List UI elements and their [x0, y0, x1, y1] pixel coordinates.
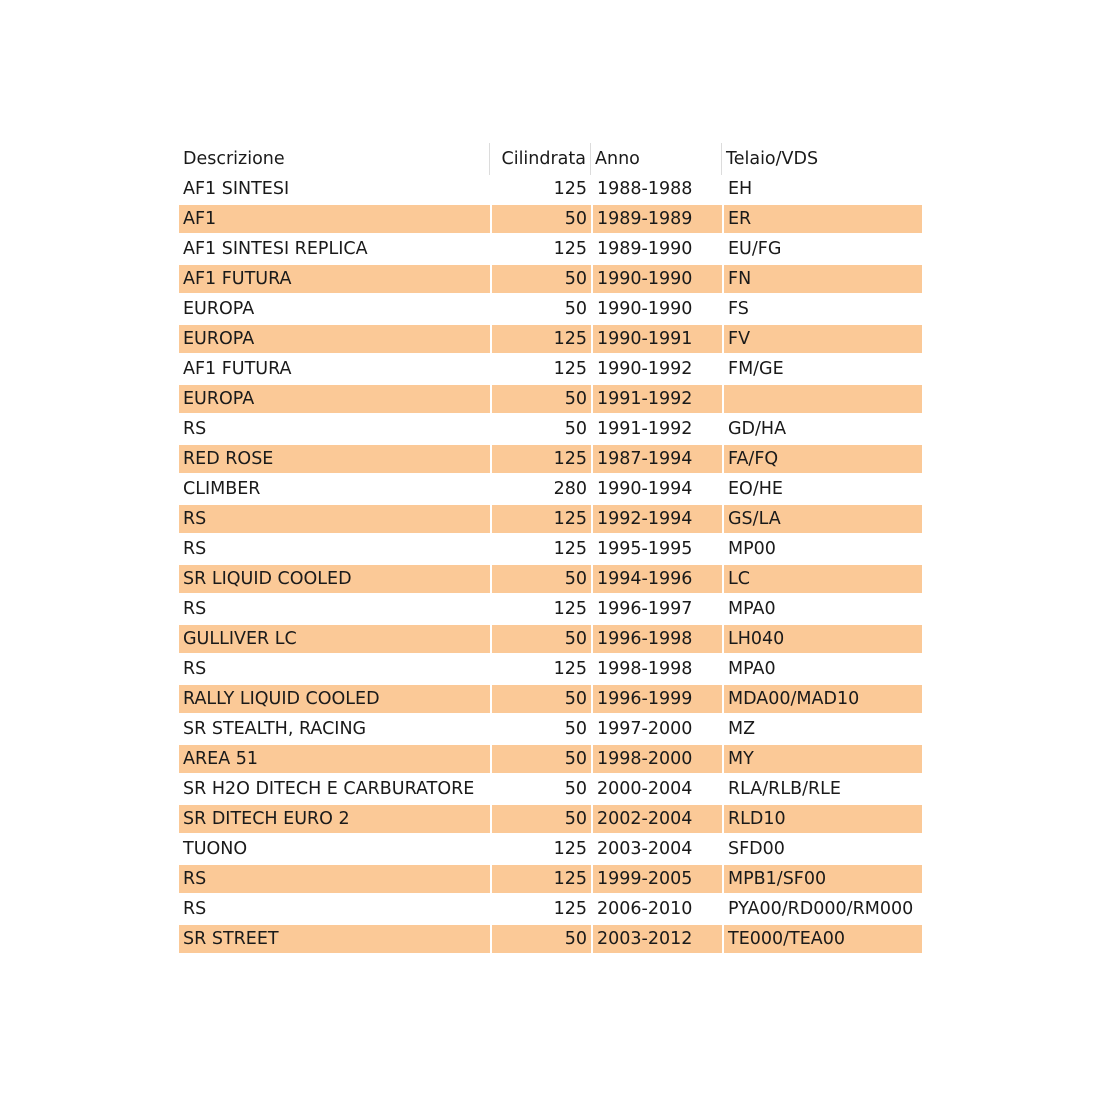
cell-anno: 2006-2010: [591, 895, 722, 925]
cell-cilindrata: 125: [490, 235, 591, 265]
cell-descrizione: SR LIQUID COOLED: [179, 565, 490, 595]
table-row: [179, 625, 922, 655]
table-row: [179, 475, 922, 505]
cell-cilindrata: 50: [490, 715, 591, 745]
cell-anno: 1987-1994: [591, 445, 722, 475]
cell-cilindrata: 50: [490, 775, 591, 805]
cell-telaio-vds: MZ: [722, 715, 922, 745]
cell-telaio-vds: PYA00/RD000/RM000: [722, 895, 922, 925]
cell-cilindrata: 50: [490, 685, 591, 715]
cell-telaio-vds: FV: [722, 325, 922, 355]
cell-telaio-vds: RLA/RLB/RLE: [722, 775, 922, 805]
cell-descrizione: SR DITECH EURO 2: [179, 805, 490, 835]
table-row: [179, 325, 922, 355]
cell-anno: 1990-1990: [591, 295, 722, 325]
cell-cilindrata: 50: [490, 295, 591, 325]
cell-descrizione: RS: [179, 895, 490, 925]
table-row: [179, 445, 922, 475]
cell-cilindrata: 125: [490, 175, 591, 205]
table-row: [179, 565, 922, 595]
cell-telaio-vds: MPA0: [722, 595, 922, 625]
cell-telaio-vds: MY: [722, 745, 922, 775]
table-row: [179, 925, 922, 955]
cell-telaio-vds: FM/GE: [722, 355, 922, 385]
cell-anno: 1992-1994: [591, 505, 722, 535]
cell-anno: 2002-2004: [591, 805, 722, 835]
cell-telaio-vds: MPB1/SF00: [722, 865, 922, 895]
cell-descrizione: EUROPA: [179, 325, 490, 355]
table-row: [179, 745, 922, 775]
cell-cilindrata: 50: [490, 805, 591, 835]
cell-anno: 1988-1988: [591, 175, 722, 205]
cell-telaio-vds: LH040: [722, 625, 922, 655]
cell-descrizione: RALLY LIQUID COOLED: [179, 685, 490, 715]
cell-descrizione: AREA 51: [179, 745, 490, 775]
cell-cilindrata: 50: [490, 565, 591, 595]
table-row: [179, 235, 922, 265]
cell-anno: 1989-1990: [591, 235, 722, 265]
cell-descrizione: RS: [179, 655, 490, 685]
table-row: [179, 535, 922, 565]
cell-telaio-vds: FA/FQ: [722, 445, 922, 475]
cell-descrizione: AF1 FUTURA: [179, 355, 490, 385]
cell-descrizione: EUROPA: [179, 385, 490, 415]
cell-descrizione: GULLIVER LC: [179, 625, 490, 655]
table-row: [179, 175, 922, 205]
cell-anno: 1998-2000: [591, 745, 722, 775]
cell-descrizione: AF1: [179, 205, 490, 235]
table-header-row: [179, 143, 922, 175]
cell-descrizione: AF1 FUTURA: [179, 265, 490, 295]
header-cilindrata: Cilindrata: [490, 143, 591, 175]
cell-descrizione: TUONO: [179, 835, 490, 865]
header-telaio-vds: Telaio/VDS: [722, 143, 922, 175]
cell-telaio-vds: FS: [722, 295, 922, 325]
table-row: [179, 715, 922, 745]
cell-descrizione: RS: [179, 415, 490, 445]
table-row: [179, 655, 922, 685]
cell-cilindrata: 50: [490, 625, 591, 655]
cell-anno: 1998-1998: [591, 655, 722, 685]
cell-telaio-vds: MPA0: [722, 655, 922, 685]
cell-cilindrata: 125: [490, 355, 591, 385]
cell-cilindrata: 50: [490, 385, 591, 415]
cell-anno: 1999-2005: [591, 865, 722, 895]
cell-descrizione: RS: [179, 595, 490, 625]
cell-descrizione: RS: [179, 865, 490, 895]
cell-telaio-vds: ER: [722, 205, 922, 235]
table-row: [179, 805, 922, 835]
cell-telaio-vds: RLD10: [722, 805, 922, 835]
cell-descrizione: EUROPA: [179, 295, 490, 325]
header-anno: Anno: [591, 143, 722, 175]
cell-cilindrata: 125: [490, 865, 591, 895]
cell-descrizione: SR H2O DITECH E CARBURATORE: [179, 775, 490, 805]
cell-descrizione: RS: [179, 535, 490, 565]
table-row: [179, 775, 922, 805]
cell-cilindrata: 50: [490, 415, 591, 445]
table-row: [179, 295, 922, 325]
cell-anno: 1996-1997: [591, 595, 722, 625]
cell-cilindrata: 50: [490, 205, 591, 235]
cell-cilindrata: 50: [490, 745, 591, 775]
cell-descrizione: CLIMBER: [179, 475, 490, 505]
cell-telaio-vds: GS/LA: [722, 505, 922, 535]
table-row: [179, 385, 922, 415]
cell-cilindrata: 125: [490, 445, 591, 475]
cell-telaio-vds: TE000/TEA00: [722, 925, 922, 955]
table-row: [179, 595, 922, 625]
cell-anno: 1989-1989: [591, 205, 722, 235]
cell-anno: 2003-2012: [591, 925, 722, 955]
cell-telaio-vds: EH: [722, 175, 922, 205]
table-row: [179, 355, 922, 385]
cell-cilindrata: 125: [490, 505, 591, 535]
cell-anno: 1994-1996: [591, 565, 722, 595]
cell-anno: 1991-1992: [591, 415, 722, 445]
cell-anno: 1997-2000: [591, 715, 722, 745]
cell-telaio-vds: SFD00: [722, 835, 922, 865]
cell-telaio-vds: LC: [722, 565, 922, 595]
cell-anno: 1990-1990: [591, 265, 722, 295]
cell-cilindrata: 125: [490, 595, 591, 625]
cell-descrizione: RS: [179, 505, 490, 535]
cell-telaio-vds: [722, 385, 922, 415]
cell-cilindrata: 125: [490, 835, 591, 865]
header-descrizione: Descrizione: [179, 143, 490, 175]
cell-anno: 1996-1998: [591, 625, 722, 655]
cell-descrizione: SR STEALTH, RACING: [179, 715, 490, 745]
table-row: [179, 835, 922, 865]
cell-descrizione: RED ROSE: [179, 445, 490, 475]
cell-anno: 1990-1992: [591, 355, 722, 385]
table-row: [179, 205, 922, 235]
model-table-container: [179, 143, 922, 955]
cell-telaio-vds: GD/HA: [722, 415, 922, 445]
table-row: [179, 415, 922, 445]
cell-telaio-vds: MDA00/MAD10: [722, 685, 922, 715]
cell-anno: 1996-1999: [591, 685, 722, 715]
cell-cilindrata: 125: [490, 655, 591, 685]
table-body: [179, 175, 922, 955]
cell-anno: 1990-1994: [591, 475, 722, 505]
cell-descrizione: AF1 SINTESI: [179, 175, 490, 205]
table-row: [179, 685, 922, 715]
cell-descrizione: AF1 SINTESI REPLICA: [179, 235, 490, 265]
cell-telaio-vds: EO/HE: [722, 475, 922, 505]
cell-anno: 1990-1991: [591, 325, 722, 355]
cell-telaio-vds: FN: [722, 265, 922, 295]
cell-telaio-vds: MP00: [722, 535, 922, 565]
cell-cilindrata: 125: [490, 325, 591, 355]
table-row: [179, 865, 922, 895]
cell-cilindrata: 50: [490, 925, 591, 955]
cell-telaio-vds: EU/FG: [722, 235, 922, 265]
table-row: [179, 265, 922, 295]
cell-anno: 1991-1992: [591, 385, 722, 415]
cell-cilindrata: 125: [490, 895, 591, 925]
cell-anno: 1995-1995: [591, 535, 722, 565]
cell-cilindrata: 50: [490, 265, 591, 295]
table-row: [179, 895, 922, 925]
table-row: [179, 505, 922, 535]
cell-anno: 2003-2004: [591, 835, 722, 865]
cell-cilindrata: 280: [490, 475, 591, 505]
model-table: [179, 143, 922, 955]
cell-cilindrata: 125: [490, 535, 591, 565]
cell-descrizione: SR STREET: [179, 925, 490, 955]
cell-anno: 2000-2004: [591, 775, 722, 805]
